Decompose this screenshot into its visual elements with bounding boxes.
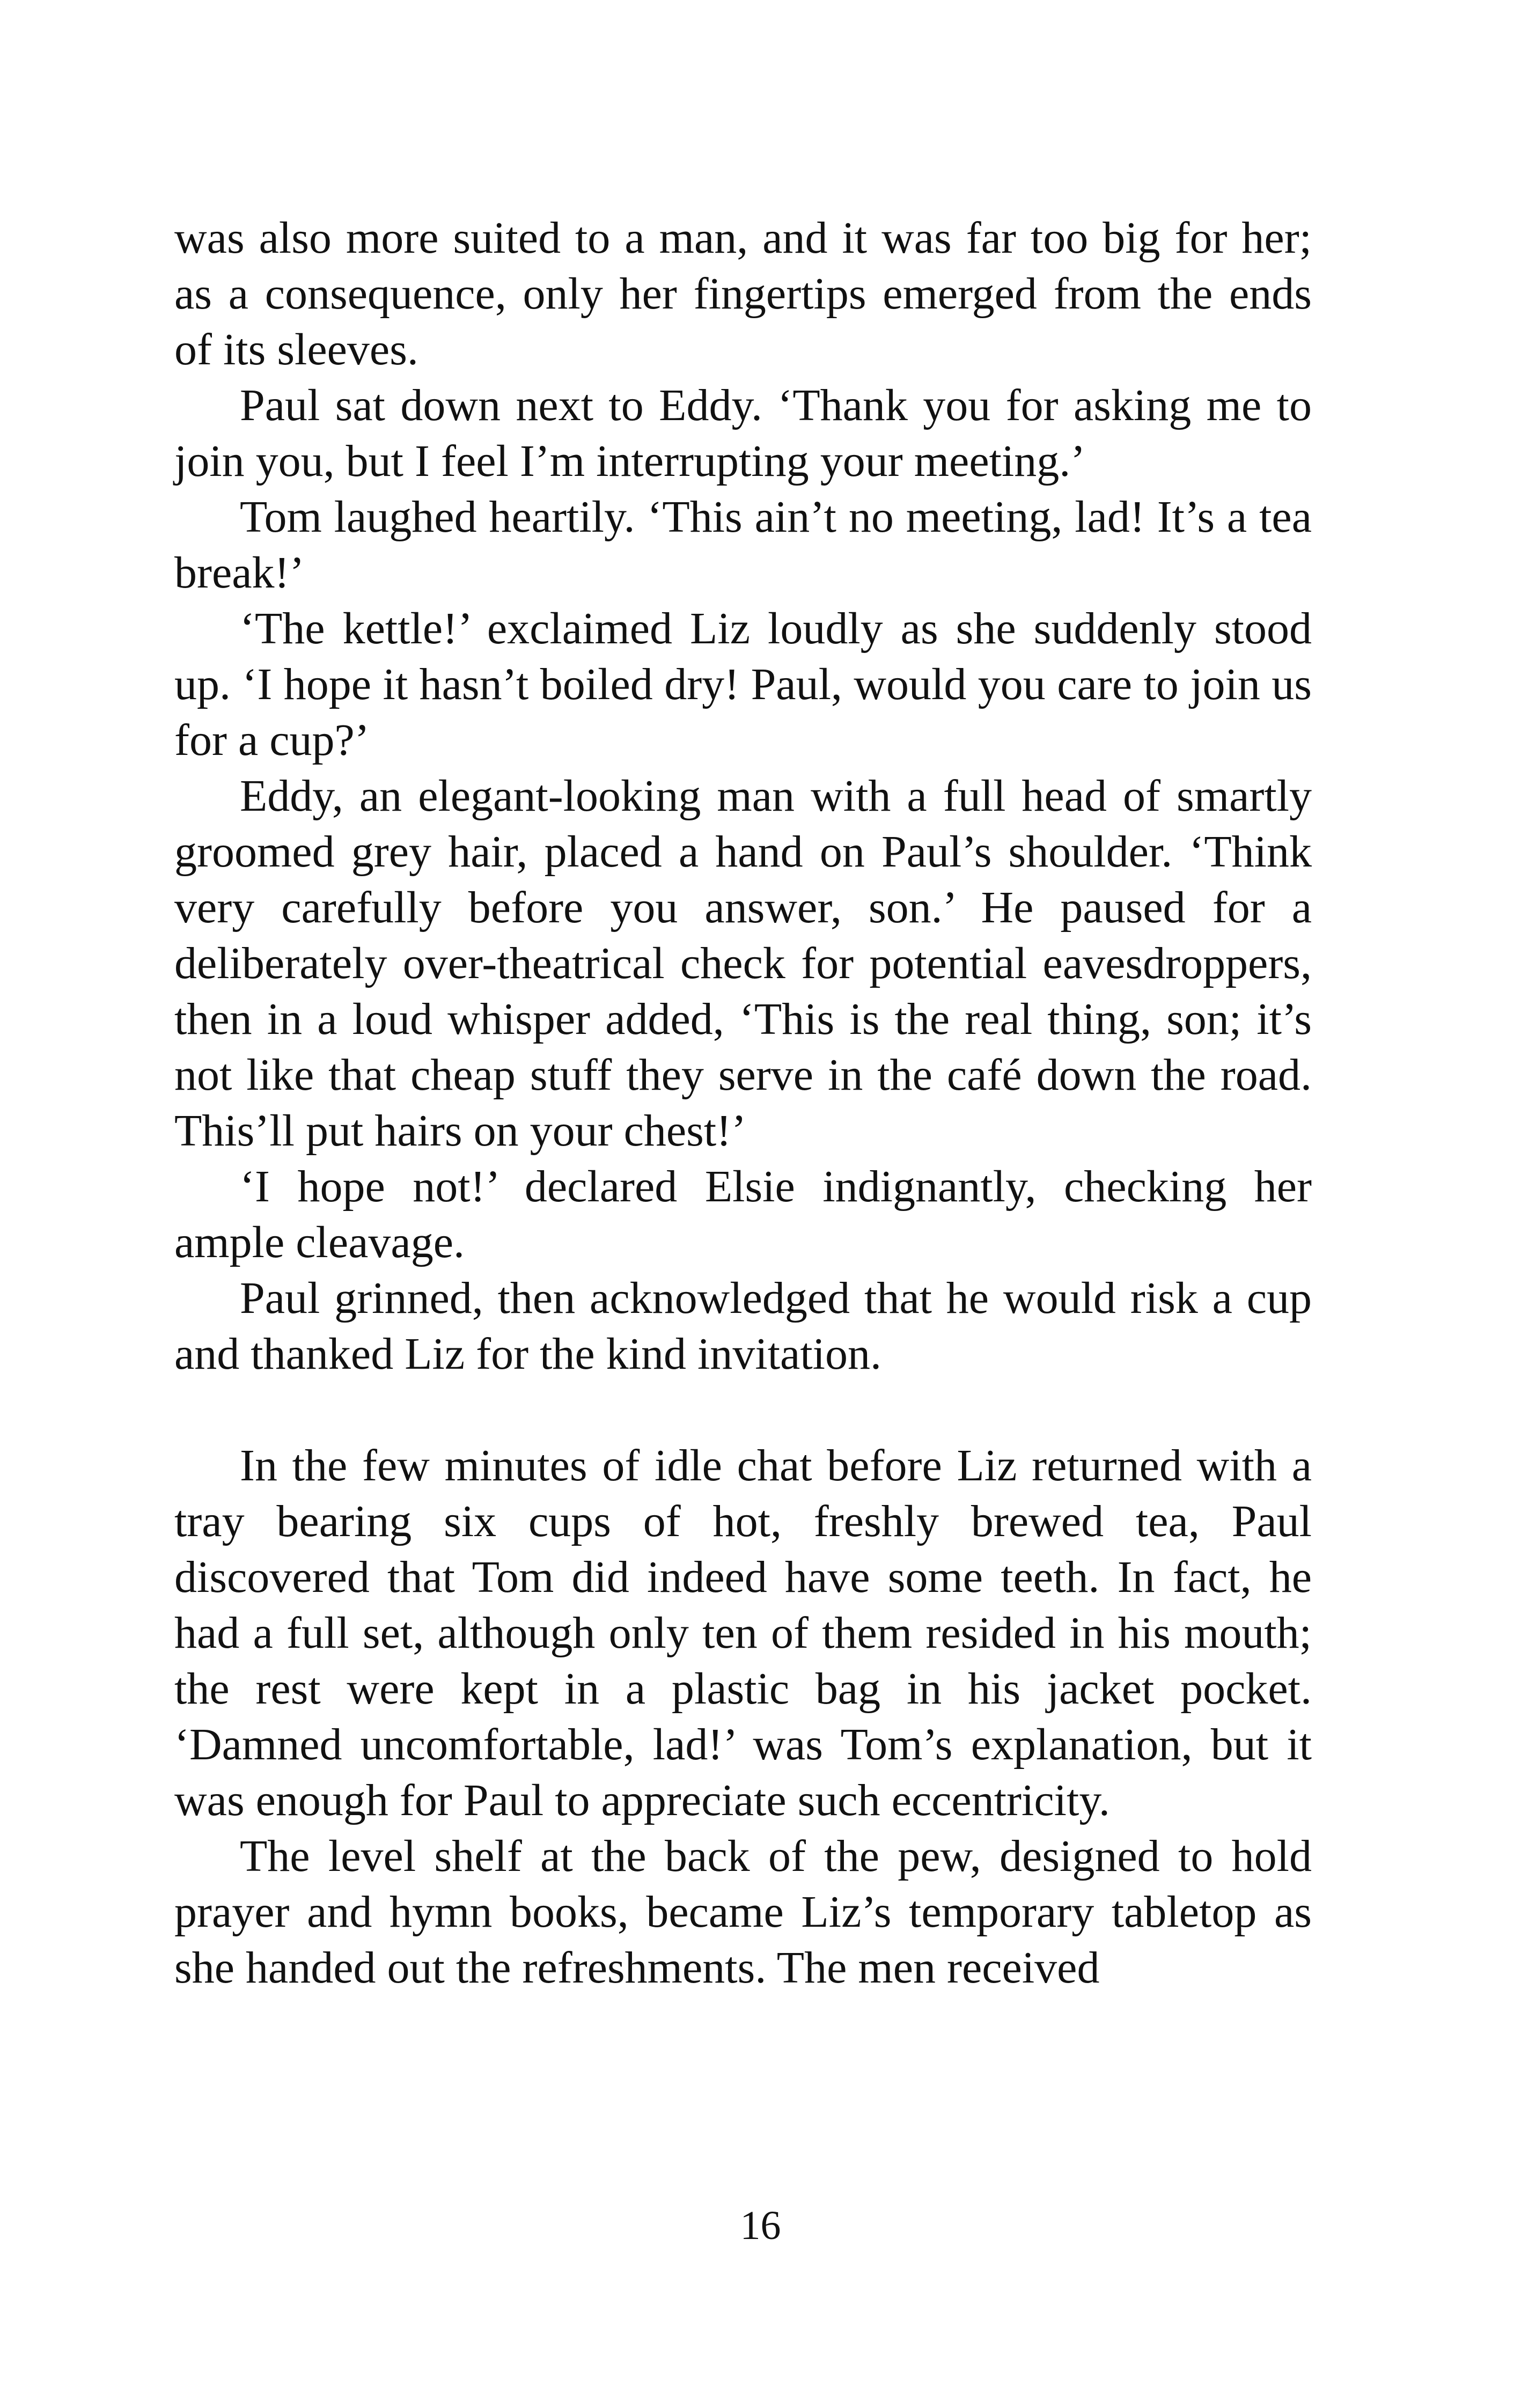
paragraph-6: ‘I hope not!’ declared Elsie indignantly, checking her ample cleavage. xyxy=(174,1162,1312,1267)
body-text xyxy=(174,210,1312,1996)
paragraph-8: In the few minutes of idle chat before Liz returned with a tray bearing six cups of hot, freshly brewed tea, Paul discovered that Tom did indeed have some teeth. In fact, he had a full set, although only ten of them resided in his mouth; the rest were kept in a plastic bag in his jacket pocket. ‘Damned uncomfortable, lad!’ was Tom’s explanation, but it was enough for Paul to appreciate such eccentricity. xyxy=(174,1441,1312,1825)
paragraph-3: Tom laughed heartily. ‘This ain’t no meeting, lad! It’s a tea break!’ xyxy=(174,492,1312,598)
page-number: 16 xyxy=(740,2203,781,2248)
paragraph-5: Eddy, an elegant-looking man with a full head of smartly groomed grey hair, placed a hand on Paul’s shoulder. ‘Think very carefully before you answer, son.’ He paused for a deliberately over-theatrical check for potential eavesdroppers, then in a loud whisper added, ‘This is the real thing, son; it’s not like that cheap stuff they serve in the café down the road. This’ll put hairs on your chest!’ xyxy=(174,771,1312,1156)
paragraph-1: was also more suited to a man, and it was far too big for her; as a consequence, only her fingertips emerged from the ends of its sleeves. xyxy=(174,213,1312,375)
paragraph-4: ‘The kettle!’ exclaimed Liz loudly as she suddenly stood up. ‘I hope it hasn’t boiled dry! Paul, would you care to join us for a cup?’ xyxy=(174,604,1312,765)
paragraph-2: Paul sat down next to Eddy. ‘Thank you for asking me to join you, but I feel I’m interrupting your meeting.’ xyxy=(174,380,1312,486)
paragraph-7: Paul grinned, then acknowledged that he would risk a cup and thanked Liz for the kind invitation. xyxy=(174,1273,1312,1379)
paragraph-9: The level shelf at the back of the pew, designed to hold prayer and hymn books, became Liz’s temporary tabletop as she handed out the refreshments. The men received xyxy=(174,1831,1312,1993)
